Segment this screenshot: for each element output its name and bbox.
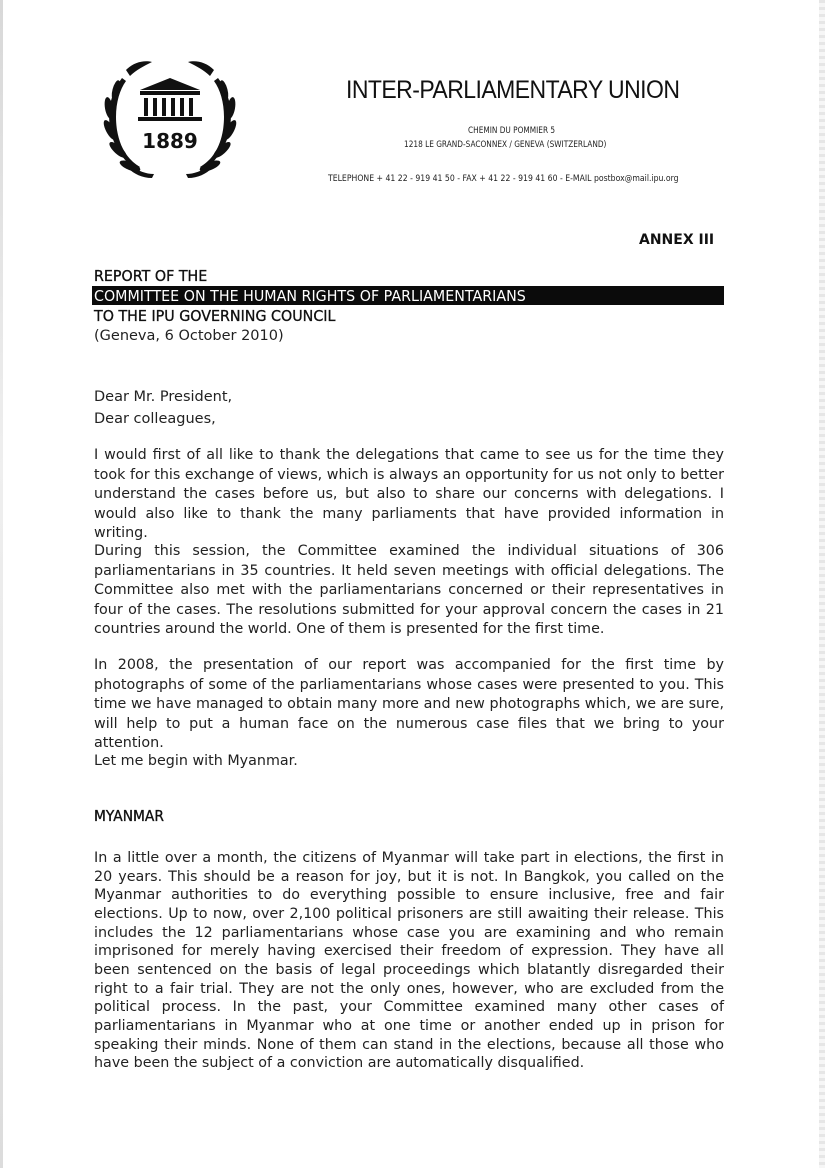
report-heading-banner xyxy=(92,286,724,305)
paragraph-myanmar: In a little over a month, the citizens of Myanmar will take part in elections, the first in 20 years. This should be a reason for joy, but it is not. In Bangkok, you called on the Myanmar authorities to do everything possible to ensure inclusive, free and fair elections. Up to now, over 2,100 political prisoners are still awaiting their release. This includes the 12 parliamentarians whose case you are examining and who remain imprisoned for merely having exercised their freedom of expression. They have all been sentenced on the basis of legal proceedings which blatantly disregarded their right to a fair trial. They are not the only ones, however, who are excluded from the political process. In the past, your Committee examined many other cases of parliamentarians in Myanmar who at one time or another ended up in prison for speaking their minds. None of them can stand in the elections, because all those who have been the subject of a conviction are automatically disqualified. xyxy=(94,850,724,1072)
report-date: (Geneva, 6 October 2010) xyxy=(94,328,284,344)
salutation-line-2: Dear colleagues, xyxy=(94,411,216,427)
address-line-2: 1218 LE GRAND-SACONNEX / GENEVA (SWITZERLAND) xyxy=(404,139,607,149)
section-title-myanmar: MYANMAR xyxy=(94,807,164,825)
paragraph-session: During this session, the Committee examined the individual situations of 306 parliamentarians in 35 countries. It held seven meetings with official delegations. The Committee also met with the parliamentarians concerned or their representatives in four of the cases. The resolutions submitted for your approval concern the cases in 21 countries around the world. One of them is presented for the first time. xyxy=(94,543,724,638)
org-name: INTER-PARLIAMENTARY UNION xyxy=(346,76,680,104)
paragraph-photographs: In 2008, the presentation of our report was accompanied for the first time by photographs of some of the parliamentarians whose cases were presented to you. This time we have managed to obtain many more and new photographs which, we are sure, will help to put a human face on the numerous case files that we bring to your attention. xyxy=(94,657,724,752)
report-heading-line-1: REPORT OF THE xyxy=(94,267,208,285)
report-heading-line-3: TO THE IPU GOVERNING COUNCIL xyxy=(94,307,336,325)
salutation-line-1: Dear Mr. President, xyxy=(94,389,233,405)
paragraph-thanks: I would first of all like to thank the delegations that came to see us for the time they took for this exchange of views, which is always an opportunity for us not only to better understand the cases before us, but also to share our concerns with delegations. I would also like to thank the many parliaments that have provided information in writing. xyxy=(94,447,724,542)
paragraph-begin: Let me begin with Myanmar. xyxy=(94,753,298,769)
scan-edge-left xyxy=(0,0,3,1168)
contact-line: TELEPHONE + 41 22 - 919 41 50 - FAX + 41 22 - 919 41 60 - E-MAIL postbox@mail.ipu.org xyxy=(328,174,679,184)
emblem-year: 1889 xyxy=(142,129,198,153)
temple-icon xyxy=(138,78,202,121)
report-heading-line-2: COMMITTEE ON THE HUMAN RIGHTS OF PARLIAMENTARIANS xyxy=(94,287,526,305)
salutation xyxy=(94,386,232,430)
address-line-1: CHEMIN DU POMMIER 5 xyxy=(468,125,556,135)
ipu-emblem-logo xyxy=(96,50,244,190)
report-heading xyxy=(94,266,724,346)
annex-label: ANNEX III xyxy=(639,232,715,248)
scan-edge-right xyxy=(819,0,825,1168)
